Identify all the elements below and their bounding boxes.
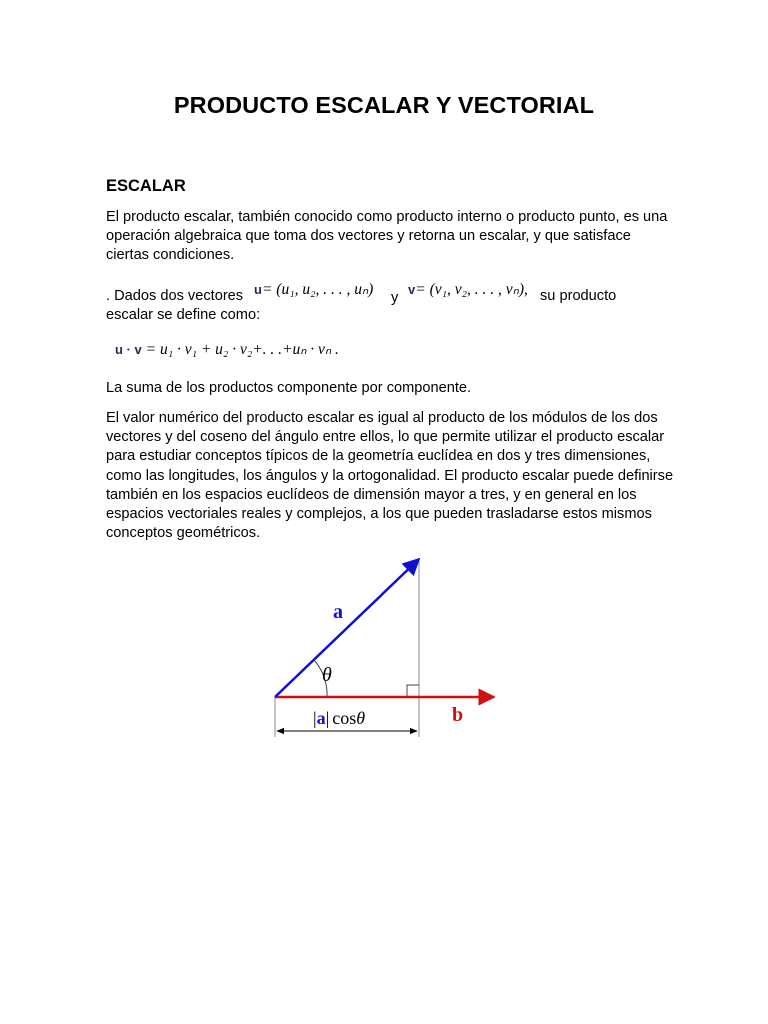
body-paragraph: El valor numérico del producto escalar es igual al producto de los módulos de los dos vectores y del coseno del ángulo entre ellos, lo que permite utilizar el producto escalar para estudiar conceptos típicos de la geometría euclídea en dos y tres dimensiones, como las longitudes, los ángulos y la ortogonalidad. El producto escalar puede definirse también en los espacios euclídeos de dimensión mayor a tres, y en general en los espacios vectoriales reales y complejos, a los que pueden trasladarse estos mismos conceptos geométricos. [106,410,674,542]
u-components: = (u₁, u₂, . . . , uₙ) [261,281,374,298]
right-angle-marker [407,685,419,697]
v-vector-name: v [408,282,416,297]
projection-a: a [316,708,326,728]
given-prefix: . Dados dos vectores [106,288,244,304]
formula-rhs: = u₁ · v₁ + u₂ · v₂+. . .+uₙ · vₙ . [145,341,339,358]
projection-cos: cos [332,708,357,728]
formula-lhs: u · v [115,342,142,357]
intro-paragraph: El producto escalar, también conocido como producto interno o producto punto, es una operación algebraica que toma dos vectores y retorna un escalar, y que satisface ciertas condiciones. [106,209,668,264]
given-line-2: escalar se define como: [106,307,261,323]
projection-theta: θ [356,708,366,728]
theta-label: θ [322,664,332,686]
vector-b-label: b [452,704,464,726]
and-word: y [391,290,399,306]
v-components: = (v₁, v₂, . . . , vₙ), [415,281,528,298]
page-title: PRODUCTO ESCALAR Y VECTORIAL [173,92,595,118]
vector-a-label: a [333,601,343,623]
projection-bar-left: | [313,708,317,728]
given-suffix: su producto [540,288,617,304]
section-heading: ESCALAR [106,177,186,195]
projection-bar-right: | [325,708,330,728]
vector-a-arrow [275,559,419,697]
u-vector-name: u [254,282,262,297]
projection-label [313,708,365,728]
sum-note: La suma de los productos componente por componente. [106,380,472,396]
